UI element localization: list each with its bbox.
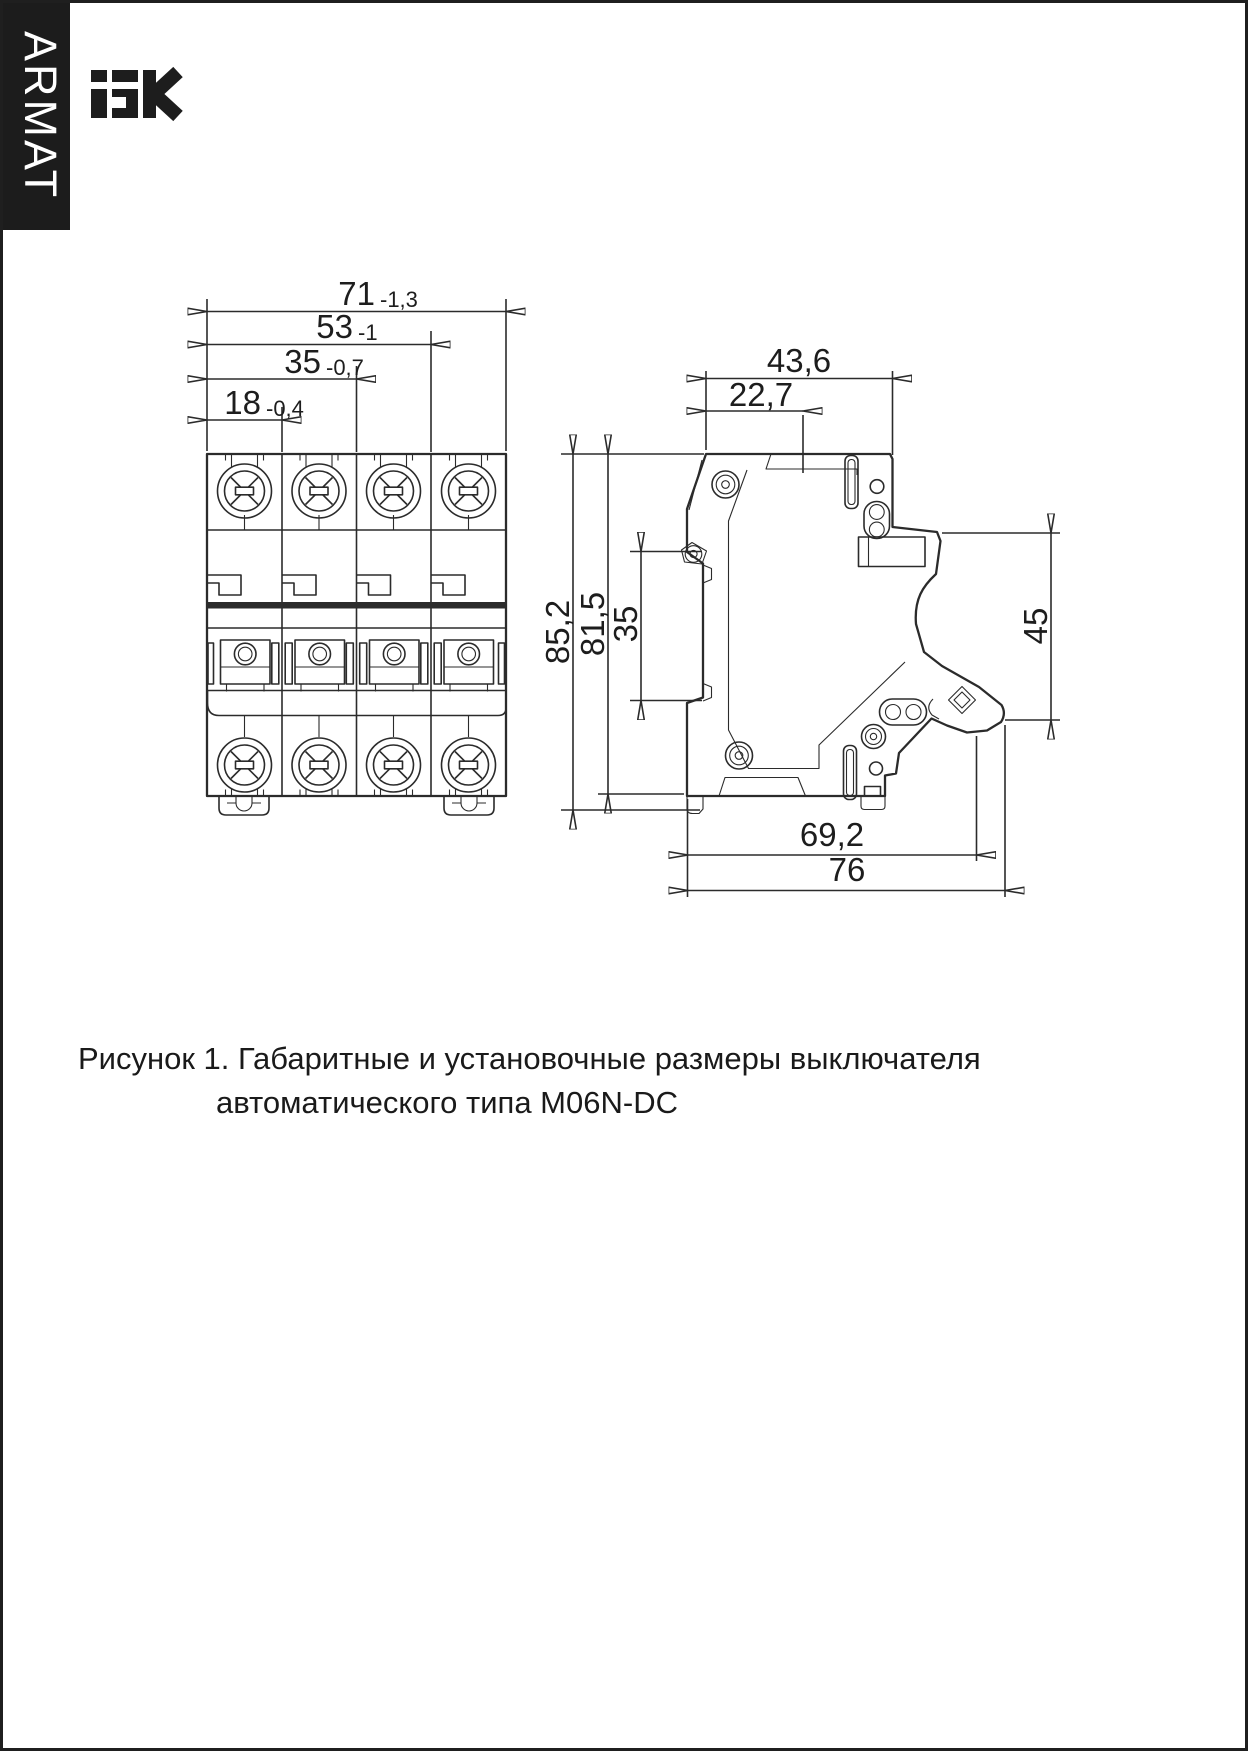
brand-vertical-text: ARMAT bbox=[15, 31, 66, 201]
dim-label-85-2: 85,2 bbox=[539, 599, 576, 665]
dim-tol-53: -1 bbox=[358, 320, 378, 345]
dim-label-45: 45 bbox=[1017, 607, 1054, 645]
dim-tol-35: -0,7 bbox=[326, 355, 364, 380]
bottom-foot bbox=[719, 778, 806, 797]
seal-holes bbox=[880, 699, 927, 725]
handle-window bbox=[221, 640, 271, 692]
vent-slot bbox=[845, 456, 858, 509]
din-teeth bbox=[703, 565, 712, 701]
pin-hole bbox=[870, 762, 883, 775]
din-clip-tab bbox=[687, 796, 703, 814]
screw-icon bbox=[682, 543, 707, 565]
mount-tab bbox=[219, 796, 269, 815]
pin-hole bbox=[870, 480, 884, 494]
screw-icon bbox=[442, 716, 496, 796]
figure-caption-line2: автоматического типа M06N-DC bbox=[216, 1085, 678, 1120]
interlock-tab bbox=[282, 575, 316, 595]
screw-icon bbox=[292, 454, 346, 530]
right-foot bbox=[861, 796, 885, 810]
screw-icon bbox=[712, 471, 739, 498]
handle-window bbox=[370, 640, 420, 692]
interlock-tab bbox=[357, 575, 391, 595]
screw-icon bbox=[862, 725, 886, 749]
dim-label-76: 76 bbox=[828, 851, 866, 888]
screw-icon bbox=[367, 454, 421, 530]
dim-label-71: 71 bbox=[338, 275, 375, 312]
dim-label-18: 18 bbox=[224, 384, 261, 421]
top-inner-step bbox=[766, 454, 857, 475]
side-view bbox=[539, 342, 1060, 897]
handle-window bbox=[295, 640, 345, 692]
screw-icon bbox=[292, 716, 346, 796]
dim-label-35: 35 bbox=[284, 343, 321, 380]
toggle-handle bbox=[929, 687, 976, 720]
screw-icon bbox=[218, 716, 272, 796]
label-plate bbox=[859, 537, 926, 567]
dim-tol-18: -0,4 bbox=[266, 396, 304, 421]
latch-block bbox=[865, 787, 881, 797]
dim-label-43-6: 43,6 bbox=[766, 342, 832, 379]
mount-tab bbox=[444, 796, 494, 815]
figure-caption-line1: Рисунок 1. Габаритные и установочные размеры выключателя bbox=[78, 1041, 981, 1076]
handle-window bbox=[444, 640, 494, 692]
seal-holes bbox=[864, 502, 890, 539]
slope-inner-line bbox=[689, 460, 702, 510]
interlock-tab bbox=[431, 575, 465, 595]
dim-label-81-5: 81,5 bbox=[574, 591, 611, 657]
screw-icon bbox=[442, 454, 496, 530]
dim-label-69-2: 69,2 bbox=[799, 816, 865, 853]
interlock-tab bbox=[207, 575, 241, 595]
screw-icon bbox=[218, 454, 272, 530]
dim-label-22-7: 22,7 bbox=[728, 376, 794, 413]
front-view bbox=[207, 275, 506, 815]
dim-tol-71: -1,3 bbox=[380, 287, 418, 312]
screw-icon bbox=[726, 742, 753, 769]
dim-label-53: 53 bbox=[316, 308, 353, 345]
vent-slot bbox=[844, 746, 857, 800]
inner-contour bbox=[729, 470, 906, 769]
screw-icon bbox=[367, 716, 421, 796]
dim-label-35-side: 35 bbox=[607, 605, 644, 643]
technical-drawing bbox=[3, 3, 1248, 1751]
front-dark-band bbox=[207, 602, 506, 609]
